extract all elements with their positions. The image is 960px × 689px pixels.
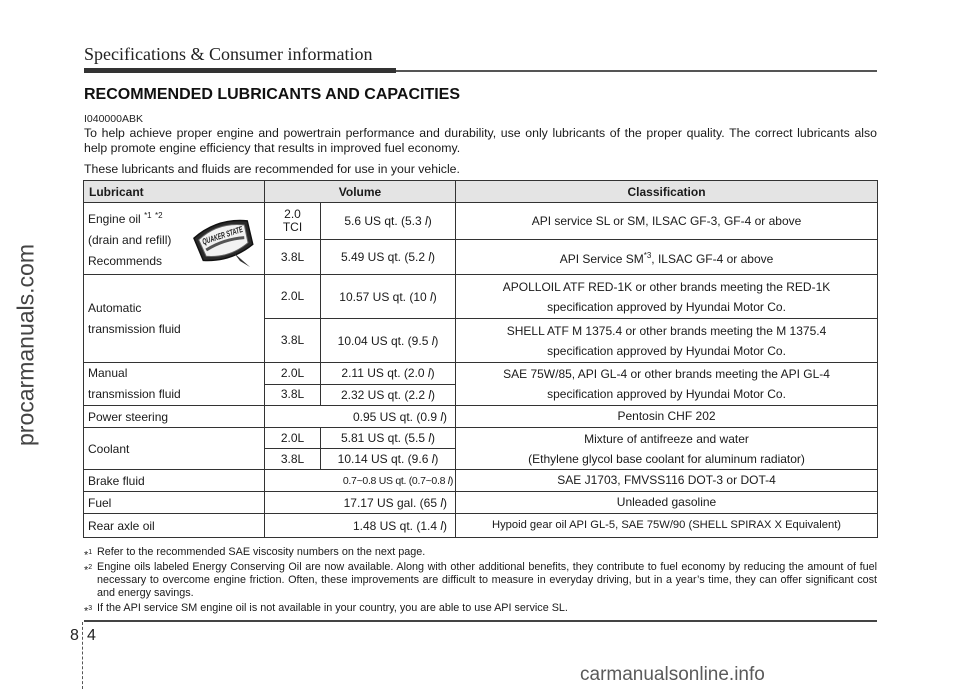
volume-cell: [321, 240, 456, 275]
classification-line1: SAE 75W/85, API GL-4 or other brands meeting the API GL-4: [503, 367, 830, 381]
volume-value: 10.57 US qt. (10: [339, 289, 431, 304]
engine-cell: 3.8L: [265, 240, 321, 275]
volume-value: 10.14 US qt. (9.6: [337, 452, 432, 466]
footer-rule: [84, 620, 877, 622]
classification-text-cont: , ILSAC GF-4 or above: [651, 251, 774, 266]
footnote-text: If the API service SM engine oil is not available in your country, you are able to use API service SL.: [97, 602, 568, 614]
automatic-label-line2: transmission fluid: [88, 321, 181, 336]
classification-cell: SAE J1703, FMVSS116 DOT-3 or DOT-4: [456, 470, 878, 492]
classification-line2: specification approved by Hyundai Motor Co.: [547, 299, 786, 314]
liter-unit: l: [430, 289, 433, 304]
lubricant-rear-axle: Rear axle oil: [84, 514, 265, 538]
volume-value: 5.49 US qt. (5.2: [340, 250, 429, 264]
logo-text: QUAKER STATE: [200, 216, 267, 247]
header-rule: [396, 70, 877, 72]
footnotes: [84, 546, 877, 617]
volume-value: 10.04 US qt. (9.5: [337, 333, 432, 348]
table-row-engine-oil-2.0: [84, 203, 878, 240]
classification-cell: [456, 319, 878, 363]
engine-oil-label: Engine oil: [88, 212, 141, 226]
footnote-2: [84, 561, 877, 600]
volume-value: 0.95 US qt. (0.9: [352, 409, 441, 424]
volume-cell: [265, 470, 456, 492]
classification-cell: [456, 275, 878, 319]
lubricant-brake-fluid: Brake fluid: [84, 470, 265, 492]
classification-cell: [456, 363, 878, 406]
classification-cell: Unleaded gasoline: [456, 492, 878, 514]
footnote-number: 1: [88, 549, 93, 556]
volume-close: ): [449, 474, 454, 487]
footnote-text: Engine oils labeled Energy Conserving Oil are now available. Along with other additional benefits, they contribute to fuel economy by reducing the amount of fuel necessary to overcome engine friction. Often, these improvements are difficult to measure in everyday driving, but in a year’s time, they can offer significant cost and energy savings.: [97, 561, 877, 599]
engine-oil-line2: (drain and refill): [88, 233, 172, 247]
volume-value: 5.81 US qt. (5.5: [340, 431, 429, 445]
quaker-state-logo: [190, 209, 267, 274]
liter-unit: l: [440, 495, 444, 510]
volume-close: ): [427, 214, 432, 228]
footnote-asterisk: *: [84, 549, 89, 562]
footnote-asterisk: *: [84, 564, 89, 577]
liter-unit: l: [440, 409, 444, 424]
manual-label: Manual: [88, 366, 128, 380]
classification-line2: specification approved by Hyundai Motor Co.: [547, 343, 786, 358]
classification-line1: APOLLOIL ATF RED-1K or other brands meeting the RED-1K: [502, 279, 831, 294]
engine-cell: 3.8L: [265, 449, 321, 470]
classification-line2: (Ethylene glycol base coolant for aluminum radiator): [528, 451, 805, 466]
liter-unit: l: [440, 518, 444, 533]
engine-oil-line3: Recommends: [88, 254, 163, 268]
footnote-3: [84, 602, 877, 618]
lubricant-engine-oil: [84, 203, 265, 275]
header-bar: [84, 68, 396, 73]
engine-cell: 2.0L: [265, 275, 321, 319]
footnote-number: 3: [88, 605, 93, 612]
table-header-row: [84, 181, 878, 203]
manual-label-line2: transmission fluid: [88, 387, 181, 401]
engine-cell: 3.8L: [265, 384, 321, 406]
volume-value: 0.7~0.8 US qt. (0.7~0.8: [342, 474, 448, 487]
volume-close: ): [434, 452, 439, 466]
volume-value: 17.17 US gal. (65: [343, 495, 441, 510]
classification-line1: Mixture of antifreeze and water: [584, 431, 749, 446]
bottom-watermark: carmanualsonline.info: [580, 664, 765, 685]
volume-close: ): [431, 387, 436, 402]
volume-cell: [321, 319, 456, 363]
volume-cell: [265, 406, 456, 428]
volume-close: ): [443, 518, 448, 533]
footnote-number: 2: [88, 564, 93, 571]
table-row-manual-2.0: [84, 363, 878, 385]
volume-cell: [265, 514, 456, 538]
volume-cell: [321, 203, 456, 240]
table-row-power-steering: [84, 406, 878, 428]
liter-unit: l: [427, 366, 431, 381]
lubricant-coolant: Coolant: [84, 428, 265, 470]
volume-value: 5.6 US qt. (5.3: [344, 214, 426, 228]
engine-label: 2.0: [284, 207, 301, 221]
automatic-label: Automatic: [88, 300, 142, 315]
intro-sentence: These lubricants and fluids are recommended for use in your vehicle.: [84, 162, 460, 176]
lubricant-manual: [84, 363, 265, 406]
liter-unit: l: [447, 474, 450, 487]
table-row-rear-axle: [84, 514, 878, 538]
volume-value: 2.11 US qt. (2.0: [341, 366, 428, 381]
liter-unit: l: [425, 214, 428, 228]
engine-cell: 2.0L: [265, 428, 321, 449]
page-number: 4: [87, 627, 96, 644]
header-title: Specifications & Consumer information: [84, 44, 373, 64]
footnote-ref-2: *2: [154, 211, 163, 220]
volume-cell: [321, 363, 456, 385]
side-watermark: procarmanuals.com: [12, 244, 39, 446]
liter-unit: l: [428, 387, 432, 402]
footnote-ref-3: *3: [643, 250, 652, 260]
volume-value: 1.48 US qt. (1.4: [352, 518, 441, 533]
intro-paragraph: To help achieve proper engine and powertrain performance and durability, use only lubricants of the proper quality. The correct lubricants also help promote engine efficiency that results in improved fuel economy.: [84, 126, 877, 155]
chapter-number: 8: [70, 627, 79, 644]
footnote-asterisk: *: [84, 605, 89, 618]
header-classification: Classification: [456, 181, 878, 203]
lubricant-power-steering: Power steering: [84, 406, 265, 428]
footnote-mark: [84, 602, 92, 619]
engine-cell: 2.0L: [265, 363, 321, 385]
lubricants-table: [83, 180, 878, 538]
liter-unit: l: [431, 333, 435, 348]
classification-cell: Hypoid gear oil API GL-5, SAE 75W/90 (SHELL SPIRAX X Equivalent): [456, 514, 878, 538]
classification-cell: [456, 428, 878, 470]
table-row-coolant-2.0: [84, 428, 878, 449]
volume-close: ): [432, 289, 437, 304]
volume-cell: [321, 449, 456, 470]
footnote-mark: [84, 561, 92, 578]
volume-close: ): [443, 409, 448, 424]
classification-cell: [456, 240, 878, 275]
lubricant-fuel: Fuel: [84, 492, 265, 514]
footnote-1: [84, 546, 877, 562]
liter-unit: l: [428, 250, 432, 264]
classification-line1: SHELL ATF M 1375.4 or other brands meeting the M 1375.4: [506, 323, 827, 338]
volume-cell: [321, 275, 456, 319]
volume-close: ): [434, 333, 439, 348]
reference-code: I040000ABK: [84, 113, 143, 125]
volume-cell: [321, 428, 456, 449]
footnote-text: Refer to the recommended SAE viscosity numbers on the next page.: [97, 546, 426, 558]
classification-line2: specification approved by Hyundai Motor Co.: [547, 387, 786, 401]
volume-cell: [321, 384, 456, 406]
header-volume: Volume: [265, 181, 456, 203]
volume-close: ): [431, 250, 436, 264]
table-row-automatic-2.0: [84, 275, 878, 319]
classification-cell: Pentosin CHF 202: [456, 406, 878, 428]
volume-value: 2.32 US qt. (2.2: [340, 387, 429, 402]
classification-cell: API service SL or SM, ILSAC GF-3, GF-4 or above: [456, 203, 878, 240]
lubricant-automatic: [84, 275, 265, 363]
engine-cell: 3.8L: [265, 319, 321, 363]
volume-close: ): [443, 495, 448, 510]
footnote-ref-1: *1: [144, 211, 152, 220]
engine-label-sub: TCI: [282, 220, 303, 234]
classification-text: API Service SM: [559, 251, 644, 266]
section-heading: RECOMMENDED LUBRICANTS AND CAPACITIES: [84, 86, 460, 103]
table-row-fuel: [84, 492, 878, 514]
volume-cell: [265, 492, 456, 514]
footer-divider: [82, 622, 84, 689]
table-row-brake-fluid: [84, 470, 878, 492]
volume-close: ): [431, 431, 436, 445]
liter-unit: l: [428, 431, 432, 445]
liter-unit: l: [431, 452, 435, 466]
engine-cell: [265, 203, 321, 240]
volume-close: ): [430, 366, 435, 381]
header-lubricant: Lubricant: [84, 181, 265, 203]
